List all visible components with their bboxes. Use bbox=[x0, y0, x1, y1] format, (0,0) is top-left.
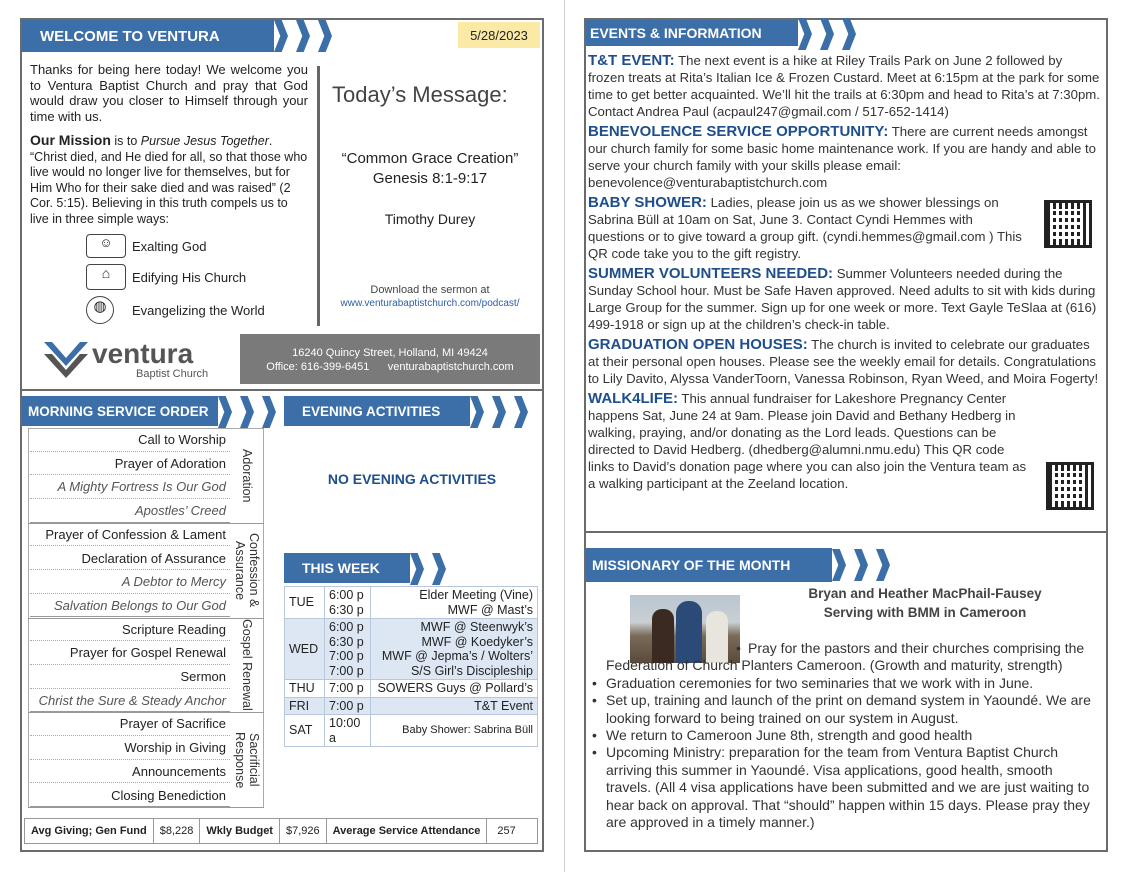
event-title: SUMMER VOLUNTEERS NEEDED: bbox=[588, 265, 834, 282]
service-item: Apostles’ Creed bbox=[30, 499, 230, 523]
sermon-speaker: Timothy Durey bbox=[384, 211, 476, 227]
chevron-icon bbox=[318, 20, 344, 52]
way-label: Exalting God bbox=[132, 238, 207, 254]
globe-icon: ◍ bbox=[86, 296, 114, 324]
office-phone: Office: 616-399-6451 bbox=[266, 361, 370, 373]
qr-code-icon[interactable] bbox=[1044, 200, 1092, 248]
logo-name: ventura bbox=[92, 338, 194, 369]
contact-line bbox=[240, 360, 540, 374]
week-day: TUE bbox=[285, 587, 325, 619]
events-list bbox=[588, 52, 1100, 492]
service-section-label: Confession & Assurance bbox=[233, 533, 261, 608]
service-item: Closing Benediction bbox=[30, 784, 230, 808]
prayer-item bbox=[606, 640, 1098, 675]
attendance-label: Average Service Attendance bbox=[327, 819, 488, 843]
event-title: BENEVOLENCE SERVICE OPPORTUNITY: bbox=[588, 123, 889, 140]
bulletin-date: 5/28/2023 bbox=[458, 22, 540, 48]
week-events: SOWERS Guys @ Pollard’s bbox=[371, 680, 538, 698]
event-title: BABY SHOWER: bbox=[588, 194, 707, 211]
bullet-icon: • bbox=[592, 692, 597, 709]
way-edifying bbox=[86, 264, 246, 290]
service-item: Prayer of Sacrifice bbox=[30, 712, 230, 736]
event-graduation bbox=[588, 336, 1100, 387]
week-day: SAT bbox=[285, 715, 325, 747]
chevron-icon bbox=[842, 18, 868, 50]
week-row bbox=[285, 619, 538, 680]
event-title: GRADUATION OPEN HOUSES: bbox=[588, 336, 808, 353]
way-label: Evangelizing the World bbox=[132, 302, 265, 318]
service-section-label: Sacrificial Response bbox=[233, 731, 261, 788]
event-title: T&T EVENT: bbox=[588, 52, 675, 69]
church-icon: ⌂ bbox=[86, 264, 126, 290]
evening-header: EVENING ACTIVITIES bbox=[284, 396, 470, 426]
download-text: Download the sermon at bbox=[370, 284, 490, 296]
church-address: 16240 Quincy Street, Holland, MI 49424 bbox=[292, 347, 488, 359]
week-times: 7:00 p bbox=[325, 697, 371, 715]
stats-bar bbox=[24, 818, 538, 844]
welcome-header: WELCOME TO VENTURA bbox=[22, 20, 274, 52]
week-events: T&T Event bbox=[371, 697, 538, 715]
missionary-sub: Serving with BMM in Cameroon bbox=[823, 605, 1027, 620]
prayer-item bbox=[592, 744, 1098, 831]
service-section-label: Gospel Renewal bbox=[240, 619, 254, 711]
event-benevolence bbox=[588, 123, 1100, 191]
logo-mark-icon bbox=[42, 334, 90, 382]
sermon-scripture: Genesis 8:1-9:17 bbox=[372, 170, 488, 187]
service-item: A Mighty Fortress Is Our God bbox=[30, 475, 230, 499]
ventura-logo bbox=[42, 334, 212, 382]
church-website[interactable]: venturabaptistchurch.com bbox=[387, 361, 514, 373]
missionary-prayer-list bbox=[592, 640, 1098, 831]
events-header: EVENTS & INFORMATION bbox=[586, 20, 798, 46]
prayer-text: Pray for the pastors and their churches comprising the Federation of Church Planters Cameroon. (Growth and maturity, strength) bbox=[606, 640, 1085, 674]
service-item: A Debtor to Mercy bbox=[30, 570, 230, 594]
week-row bbox=[285, 715, 538, 747]
way-label: Edifying His Church bbox=[132, 269, 247, 285]
week-header: THIS WEEK bbox=[284, 553, 410, 583]
event-body: The church is invited to celebrate our graduates at their personal open houses. Please see the weekly email for details. Congratulations to Lily Davito, Alyssa VanderToorn, Vanessa Robinson, Ryan Weed, and Moira Fogerty! bbox=[588, 337, 1099, 386]
service-section-divider bbox=[28, 807, 264, 808]
week-row bbox=[285, 680, 538, 698]
prayer-text: Graduation ceremonies for two seminaries that we work with in June. bbox=[606, 674, 1034, 691]
section-divider bbox=[20, 389, 544, 391]
service-section-label: Adoration bbox=[240, 448, 254, 503]
sermon-title: “Common Grace Creation” bbox=[341, 150, 519, 167]
missionary-header: MISSIONARY OF THE MONTH bbox=[586, 548, 832, 582]
week-events: Elder Meeting (Vine) MWF @ Mast’s bbox=[371, 587, 538, 619]
service-item: Worship in Giving bbox=[30, 736, 230, 760]
week-row bbox=[285, 697, 538, 715]
mission-text bbox=[30, 133, 308, 227]
event-body: Ladies, please join us as we shower blessings on Sabrina Büll at 10am on Sat, June 3. Contact Cyndi Hemmes with questions or to give toward a group gift. (cyndi.hemmes@gmail.com ) This QR code take you to the gift registry. bbox=[588, 195, 1022, 261]
prayer-text: Set up, training and launch of the print on demand system in Yaoundé. We are looking forward to being trained on our system in August. bbox=[606, 692, 1091, 726]
chevron-icon bbox=[432, 553, 458, 585]
event-tt bbox=[588, 52, 1100, 120]
bullet-icon: • bbox=[592, 727, 597, 744]
event-walk4life bbox=[588, 390, 1100, 492]
mission-body: . “Christ died, and He died for all, so that those who live would no longer live for themselves, but for Him Who for their sake died and was raised” (2 Cor. 5:15). Believing in this truth compels us to live in three simple ways: bbox=[30, 134, 308, 226]
mission-is: is to bbox=[110, 134, 141, 148]
logo-sub: Baptist Church bbox=[136, 368, 209, 380]
service-item: Declaration of Assurance bbox=[30, 547, 230, 571]
bullet-icon: • bbox=[592, 744, 597, 761]
event-summer-volunteers bbox=[588, 265, 1100, 333]
attendance-value: 257 bbox=[497, 825, 516, 837]
prayer-text: We return to Cameroon June 8th, strength and good health bbox=[606, 727, 973, 744]
service-item: Prayer of Adoration bbox=[30, 452, 230, 476]
podcast-link[interactable]: www.venturabaptistchurch.com/podcast/ bbox=[340, 298, 520, 309]
week-day: THU bbox=[285, 680, 325, 698]
event-body: The next event is a hike at Riley Trails Park on June 2 followed by frozen treats at Rita’s Italian Ice & Frozen Custard. Meet at 6:15pm at the park for some time to get better acquainted. We’ll hit the trails at 6:30pm and head to Rita’s at 7:30pm. Contact Andrea Paul (acpaul247@gmail.com / 517-652-1414) bbox=[588, 53, 1100, 119]
service-item: Christ the Sure & Steady Anchor bbox=[30, 689, 230, 713]
service-item: Salvation Belongs to Our God bbox=[30, 594, 230, 618]
week-times: 6:00 p 6:30 p bbox=[325, 587, 371, 619]
budget-label: Wkly Budget bbox=[200, 819, 280, 843]
week-day: WED bbox=[285, 619, 325, 680]
prayer-text: Upcoming Ministry: preparation for the team from Ventura Baptist Church arriving this summer in Yaoundé. Visa applications, good health, smooth travels. (All 4 visa applications have been submitted and we are just waiting to hear back on approval. That “should” happen within 15 days. Please pray they are approved in a timely manner.) bbox=[606, 744, 1090, 831]
week-row bbox=[285, 587, 538, 619]
week-events: MWF @ Steenwyk’s MWF @ Koedyker’s MWF @ Jepma’s / Wolters’ S/S Girl’s Discipleship bbox=[371, 619, 538, 680]
missionary-name: Bryan and Heather MacPhail-Fausey bbox=[808, 586, 1042, 601]
giving-label: Avg Giving; Gen Fund bbox=[25, 819, 154, 843]
week-events: Baby Shower: Sabrina Büll bbox=[371, 715, 538, 747]
no-evening-activities: NO EVENING ACTIVITIES bbox=[327, 471, 497, 487]
service-item: Prayer of Confession & Lament bbox=[30, 523, 230, 547]
bullet-icon: • bbox=[736, 640, 741, 656]
missionary-divider bbox=[584, 531, 1108, 533]
week-table bbox=[284, 586, 538, 747]
prayer-item bbox=[592, 692, 1098, 727]
chevron-icon bbox=[514, 396, 540, 428]
qr-code-icon[interactable] bbox=[1046, 462, 1094, 510]
event-title: WALK4LIFE: bbox=[588, 390, 678, 407]
giving-value: $8,228 bbox=[154, 819, 201, 843]
service-item: Scripture Reading bbox=[30, 618, 230, 642]
service-item: Call to Worship bbox=[30, 428, 230, 452]
budget-value: $7,926 bbox=[280, 819, 327, 843]
week-times: 7:00 p bbox=[325, 680, 371, 698]
way-evangelizing bbox=[86, 296, 265, 324]
message-title: Today’s Message: bbox=[332, 82, 508, 107]
bullet-icon: • bbox=[592, 674, 597, 691]
page-divider bbox=[564, 0, 565, 872]
event-body: Summer Volunteers needed during the Sunday School hour. Must be Safe Haven approved. Need adults to sit with kids during Large Group for the summer. Sign up for one week or more. Text Gayle TeSlaa at (616) 499-1918 or sign up at the children’s check-in table. bbox=[588, 266, 1097, 332]
event-body: There are current needs amongst our church family for some basic home maintenance work. If you are handy and able to serve your church family with your skills please email: benevolence@venturabaptistchurch.com bbox=[588, 124, 1096, 190]
week-day: FRI bbox=[285, 697, 325, 715]
message-divider bbox=[317, 66, 320, 326]
mission-name: Pursue Jesus Together bbox=[140, 134, 269, 148]
service-item: Prayer for Gospel Renewal bbox=[30, 641, 230, 665]
event-body: This annual fundraiser for Lakeshore Pregnancy Center happens Sat, June 24 at 9am. Please join David and Bethany Hedberg in walking, praying, and/or donating as the Lord leads. Questions can be directed to David Hedberg. (dhedberg@alumni.nmu.edu) This QR code links to David’s donation page where you can also join the Ventura team as a walking participant at the Zeeland location. bbox=[588, 391, 1027, 491]
service-item: Sermon bbox=[30, 665, 230, 689]
way-exalting bbox=[86, 234, 206, 258]
welcome-intro: Thanks for being here today! We welcome you to Ventura Baptist Church and pray that God would draw you closer to Himself through your time with us. bbox=[30, 62, 308, 124]
service-item: Announcements bbox=[30, 760, 230, 784]
chevron-icon bbox=[876, 549, 902, 581]
week-times: 6:00 p 6:30 p 7:00 p 7:00 p bbox=[325, 619, 371, 680]
week-times: 10:00 a bbox=[325, 715, 371, 747]
praise-icon: ☺ bbox=[86, 234, 126, 258]
prayer-item bbox=[592, 674, 1098, 692]
prayer-item bbox=[592, 727, 1098, 744]
event-baby-shower bbox=[588, 194, 1100, 262]
contact-box bbox=[240, 334, 540, 384]
mission-label: Our Mission bbox=[30, 132, 111, 148]
service-header: MORNING SERVICE ORDER bbox=[22, 396, 218, 426]
